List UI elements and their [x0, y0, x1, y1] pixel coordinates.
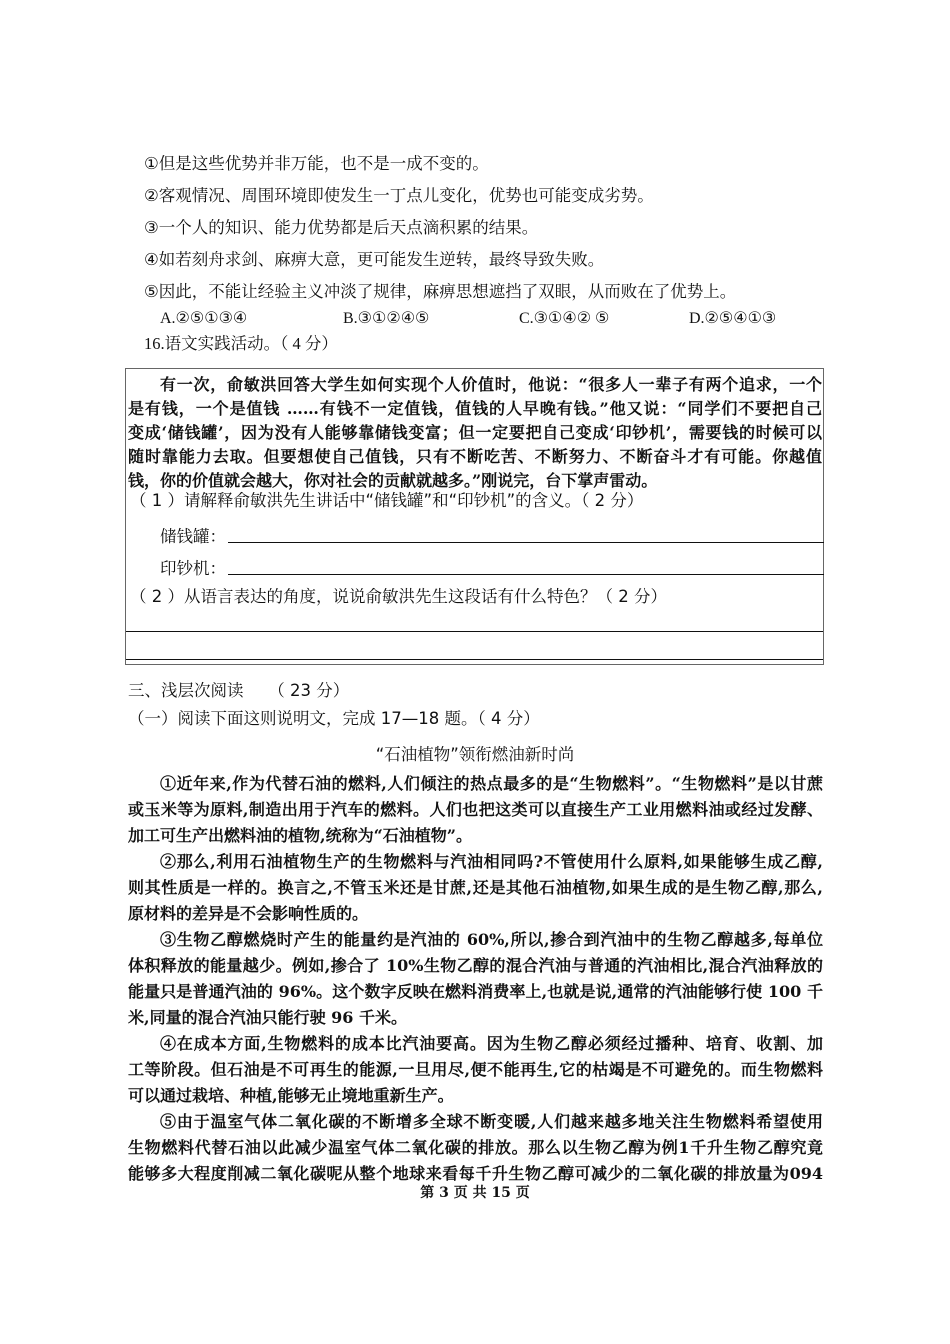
q15-sentence-2: ②客观情况、周围环境即使发生一丁点儿变化，优势也可能变成劣势。 — [144, 186, 654, 205]
answer-line-1[interactable] — [126, 631, 823, 632]
passage-line: ①近年来,作为代替石油的燃料,人们倾注的热点最多的是“生物燃料”。“生物燃料”是以甘蔗 — [160, 774, 823, 793]
section3-part1: （一）阅读下面这则说明文，完成 17—18 题。（ 4 分） — [128, 709, 540, 728]
passage-line: 原材料的差异是不会影响性质的。 — [128, 904, 369, 923]
passage-line: ②那么,利用石油植物生产的生物燃料与汽油相同吗?不管使用什么原料,如果能够生成乙醇, — [160, 852, 823, 871]
label-yinchaoji: 印钞机： — [160, 559, 226, 578]
passage-title: “石油植物”领衔燃油新时尚 — [375, 745, 575, 764]
q16-box — [125, 368, 824, 665]
q15-option-d: D.②⑤④①③ — [689, 310, 777, 327]
q16-heading: 16.语文实践活动。（ 4 分） — [144, 334, 338, 353]
answer-line-2[interactable] — [126, 659, 823, 660]
passage-line: ⑤由于温室气体二氧化碳的不断增多全球不断变暖,人们越来越多地关注生物燃料希望使用 — [160, 1112, 823, 1131]
page-footer: 第 3 页 共 15 页 — [420, 1185, 530, 1201]
passage-body — [128, 771, 823, 1187]
section3-heading: 三、浅层次阅读 （ 23 分） — [128, 681, 350, 700]
q16-sub2: （ 2 ）从语言表达的角度，说说俞敏洪先生这段话有什么特色？（ 2 分） — [130, 587, 667, 606]
q16-quote-line: 有一次，俞敏洪回答大学生如何实现个人价值时，他说：“很多人一辈子有两个追求，一个 — [160, 375, 822, 394]
label-chuqianguan: 储钱罐： — [160, 527, 226, 546]
q16-quote-line: 变成‘储钱罐’，因为没有人能够靠储钱变富；但一定要把自己变成‘印钞机’，需要钱的时候可以 — [128, 423, 822, 442]
q15-sentence-5: ⑤因此，不能让经验主义冲淡了规律，麻痹思想遮挡了双眼，从而败在了优势上。 — [144, 282, 737, 301]
passage-line: 生物燃料代替石油以此减少温室气体二氧化碳的排放。那么以生物乙醇为例1千升生物乙醇究竟 — [128, 1138, 823, 1157]
passage-line: 能量只是普通汽油的 96%。这个数字反映在燃料消费率上,也就是说,通常的汽油能够行使 100 千 — [128, 982, 823, 1001]
passage-line: ③生物乙醇燃烧时产生的能量约是汽油的 60%,所以,掺合到汽油中的生物乙醇越多,每单位 — [160, 930, 823, 949]
passage-line: 米,同量的混合汽油只能行驶 96 千米。 — [128, 1008, 407, 1027]
answer-line-yinchaoji[interactable] — [228, 574, 824, 575]
q16-quote — [128, 373, 822, 493]
q16-quote-line: 是有钱，一个是值钱 ……有钱不一定值钱，值钱的人早晚有钱。”他又说：“同学们不要把自己 — [128, 399, 822, 418]
q16-quote-line: 钱，你的价值就会越大，你对社会的贡献就越多。”刚说完，台下掌声雷动。 — [128, 471, 658, 490]
q16-quote-line: 随时靠能力去取。但要想使自己值钱，只有不断吃苦、不断努力、不断奋斗才有可能。你越值 — [128, 447, 822, 466]
passage-line: 体积释放的能量越少。例如,掺合了 10%生物乙醇的混合汽油与普通的汽油相比,混合汽油释放的 — [128, 956, 823, 975]
q15-sentence-3: ③一个人的知识、能力优势都是后天点滴积累的结果。 — [144, 218, 539, 237]
passage-line: 加工可生产出燃料油的植物,统称为“石油植物”。 — [128, 826, 472, 845]
q15-sentence-4: ④如若刻舟求剑、麻痹大意，更可能发生逆转，最终导致失败。 — [144, 250, 605, 269]
passage-line: 能够多大程度削减二氧化碳呢从整个地球来看每千升生物乙醇可减少的二氧化碳的排放量为094 — [128, 1164, 823, 1183]
passage-line: 工等阶段。但石油是不可再生的能源,一旦用尽,便不能再生,它的枯竭是不可避免的。而生物燃料 — [128, 1060, 823, 1079]
passage-line: ④在成本方面,生物燃料的成本比汽油要高。因为生物乙醇必须经过播种、培育、收割、加 — [160, 1034, 823, 1053]
q15-option-b: B.③①②④⑤ — [343, 310, 430, 327]
q15-option-a: A.②⑤①③④ — [160, 310, 248, 327]
passage-line: 或玉米等为原料,制造出用于汽车的燃料。人们也把这类可以直接生产工业用燃料油或经过发酵、 — [128, 800, 823, 819]
q15-option-c: C.③①④② ⑤ — [519, 310, 610, 327]
answer-line-chuqianguan[interactable] — [228, 542, 824, 543]
passage-line: 则其性质是一样的。换言之,不管玉米还是甘蔗,还是其他石油植物,如果生成的是生物乙醇,那么, — [128, 878, 823, 897]
passage-line: 可以通过栽培、种植,能够无止境地重新生产。 — [128, 1086, 454, 1105]
q15-sentence-1: ①但是这些优势并非万能，也不是一成不变的。 — [144, 154, 489, 173]
q16-sub1: （ 1 ）请解释俞敏洪先生讲话中“储钱罐”和“印钞机”的含义。（ 2 分） — [130, 491, 644, 510]
